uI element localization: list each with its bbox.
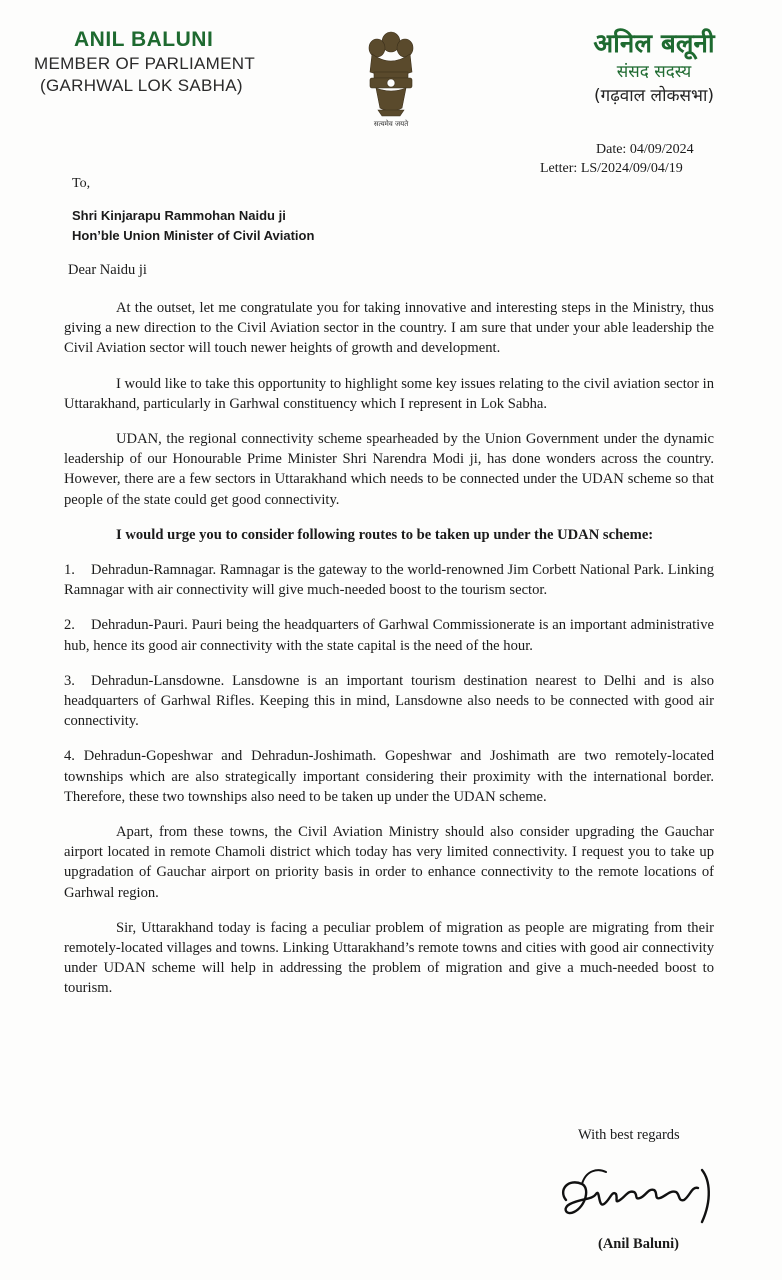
body-paragraph: I would like to take this opportunity to highlight some key issues relating to the civil aviation sector in Uttarakhand, particularly in Garhwal constituency which I represent in Lok Sabha. (64, 375, 714, 412)
letter-meta (540, 140, 760, 178)
to-label: To, (72, 176, 91, 191)
handwritten-signature-icon (552, 1160, 722, 1230)
letter-number: LS/2024/09/04/19 (580, 161, 683, 176)
route-text: Dehradun-Ramnagar. Ramnagar is the gateway to the world-renowned Jim Corbett National Park. Linking Ramnagar with air connectivity will give much-needed boost to the tourism sector. (64, 562, 714, 599)
body-paragraph: Sir, Uttarakhand today is facing a peculiar problem of migration as people are migrating from their remotely-located villages and towns. Linking Uttarakhand’s remote towns and cities with good air connectivity under UDAN scheme will help in addressing the problem of migration and give a much-needed boost to tourism. (64, 919, 714, 997)
letterhead-hindi (554, 28, 754, 108)
recipient-designation: Hon’ble Union Minister of Civil Aviation (72, 228, 315, 243)
body-paragraph: UDAN, the regional connectivity scheme spearheaded by the Union Government under the dynamic leadership of our Honourable Prime Minister Shri Narendra Modi ji, has done wonders across the country. However, there are a few sectors in Uttarakhand which needs to be connected under the UDAN scheme so that people of the state could get good connectivity. (64, 431, 714, 508)
national-emblem-icon (352, 28, 430, 128)
body-paragraph: Apart, from these towns, the Civil Aviation Ministry should also consider upgrading the Gauchar airport located in remote Chamoli district which today has very limited connectivity. I request you to take up upgradation of Gauchar airport on priority basis in order to enhance connectivity to the remote locations of Garhwal region. (64, 824, 714, 901)
sender-name-english: ANIL BALUNI (74, 28, 214, 51)
route-text: Dehradun-Pauri. Pauri being the headquarters of Garhwal Commissionerate is an important administrative hub, hence its good air connectivity with the state capital is the need of the hour. (64, 617, 714, 654)
route-number: 2. (64, 617, 75, 634)
body-paragraph: At the outset, let me congratulate you for taking innovative and interesting steps in the Ministry, thus giving a new direction to the Civil Aviation sector in the country. I am sure that under your able leadership the Civil Aviation sector will touch newer heights of growth and development. (64, 300, 714, 357)
sender-name-hindi: अनिल बलूनी (593, 29, 715, 59)
salutation: Dear Naidu ji (68, 262, 147, 278)
recipient-block (72, 206, 314, 246)
route-item (64, 560, 714, 600)
sender-constituency-english: (GARHWAL LOK SABHA) (40, 76, 243, 95)
sender-role-hindi: संसद सदस्य (616, 62, 692, 82)
route-number: 4. (64, 748, 75, 765)
emblem-motto: सत्यमेव जयते (373, 120, 409, 128)
sender-constituency-hindi: (गढ़वाल लोकसभा) (593, 86, 715, 106)
date-row (540, 140, 760, 159)
route-item (64, 615, 714, 655)
date-label: Date: (596, 142, 627, 157)
signer-name: (Anil Baluni) (598, 1236, 679, 1252)
letter-body (64, 298, 714, 1014)
date-value: 04/09/2024 (629, 142, 694, 157)
route-text: Dehradun-Lansdowne. Lansdowne is an important tourism destination nearest to Delhi and is also headquarters of Garhwal Rifles. Keeping this in mind, Lansdowne also needs to be connected with good air connectivity. (64, 672, 714, 730)
route-item (64, 746, 714, 807)
recipient-name: Shri Kinjarapu Rammohan Naidu ji (72, 208, 286, 223)
sender-role-english: MEMBER OF PARLIAMENT (34, 54, 256, 73)
letter-label: Letter: (540, 161, 578, 176)
route-number: 1. (64, 562, 75, 579)
closing: With best regards (578, 1127, 680, 1143)
letter-number-row (540, 159, 760, 178)
routes-heading: I would urge you to consider following routes to be taken up under the UDAN scheme: (116, 526, 654, 543)
route-item (64, 671, 714, 732)
letterhead-english (30, 28, 290, 96)
route-number: 3. (64, 672, 75, 689)
route-text: Dehradun-Gopeshwar and Dehradun-Joshimath. Gopeshwar and Joshimath are two remotely-located townships which are also strategically important considering their proximity with the international border. Therefore, these two townships also need to be taken up under the UDAN scheme. (64, 748, 714, 805)
